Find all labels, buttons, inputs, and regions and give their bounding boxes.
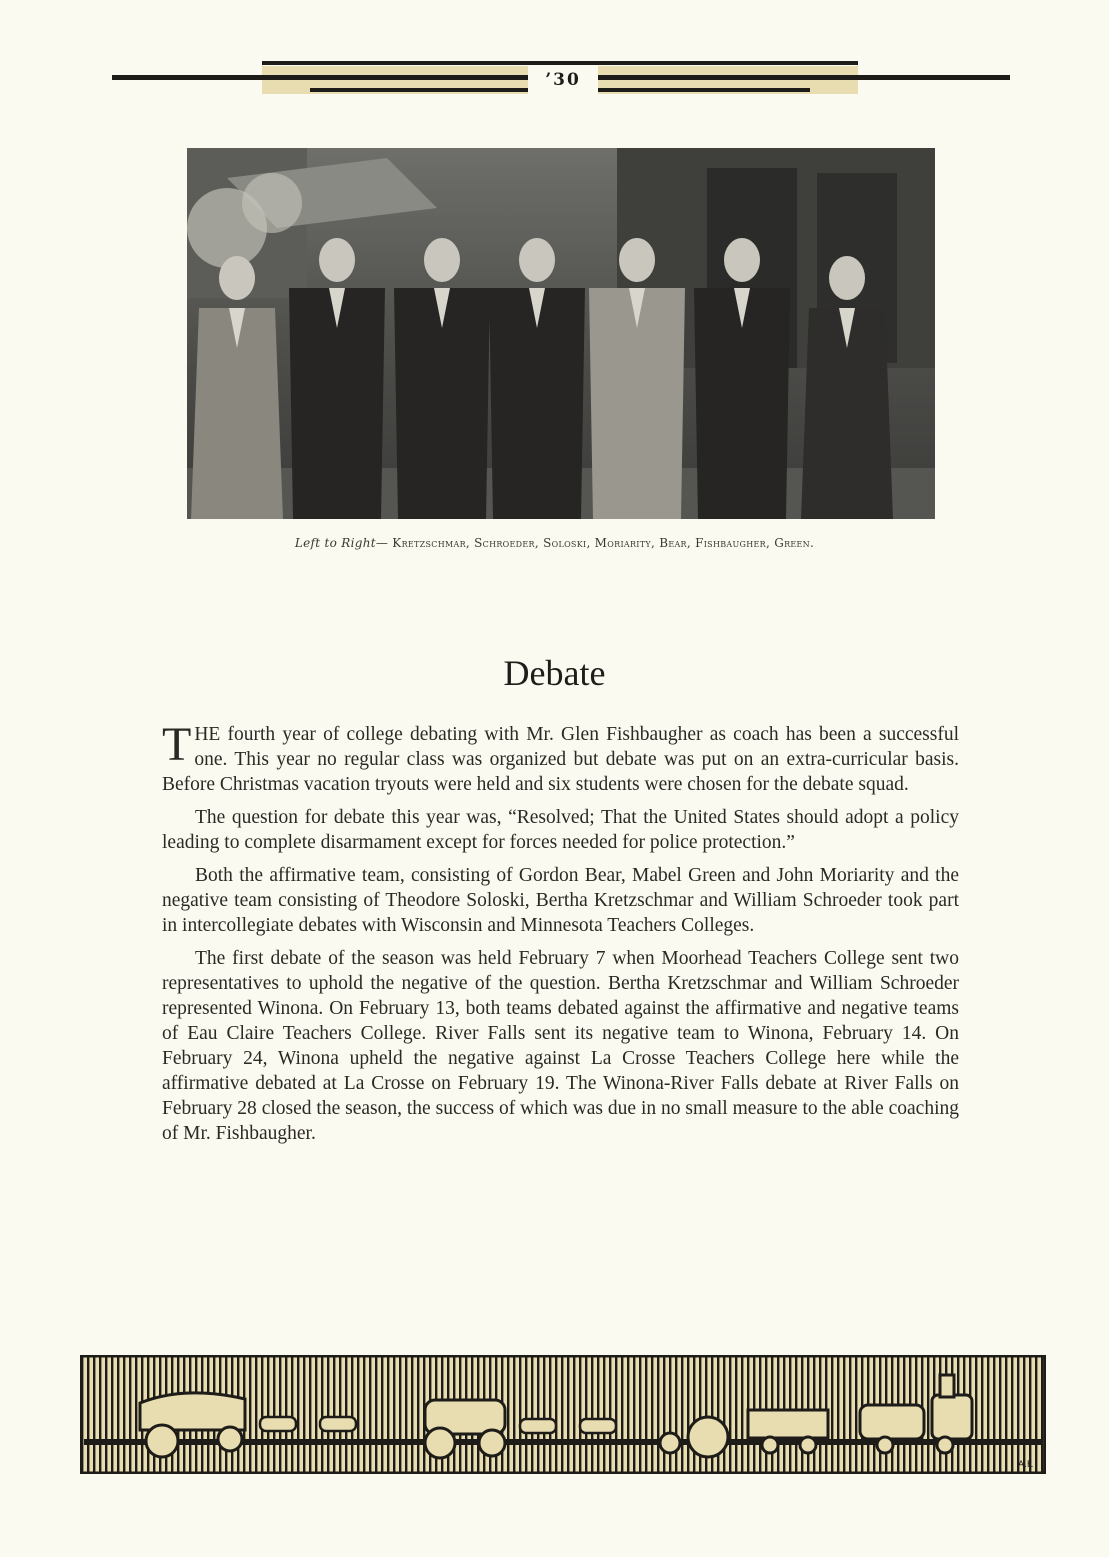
drop-cap: T: [162, 718, 192, 771]
caption-names: — Kretzschmar, Schroeder, Soloski, Moriarity, Bear, Fishbaugher, Green.: [375, 536, 815, 550]
article-body: [162, 718, 959, 1154]
paragraph-1-text: HE fourth year of college debating with Mr. Glen Fishbaugher as coach has been a successful one. This year no regular class was organized but debate was put on an extra-curricular basis. Before Christmas vacation tryouts were held and six students were chosen for the debate squad.: [162, 724, 959, 795]
header-rule: [0, 58, 1109, 98]
caption-lead: Left to Right: [294, 536, 376, 550]
header-line-top: [262, 61, 858, 65]
group-photo: [187, 148, 935, 519]
photo-caption: [0, 536, 1109, 550]
footer-illustration: [80, 1355, 1046, 1474]
tree-blossom-2: [242, 173, 302, 233]
footer-signature: A.F.: [1018, 1460, 1034, 1470]
paragraph-4: The first debate of the season was held February 7 when Moorhead Teachers College sent two representatives to uphold the negative of the question. Bertha Kretzschmar and William Schroeder represented Winona. On February 13, both teams debated against the affirmative and negative teams of Eau Claire Teachers College. River Falls sent its negative team to Winona, February 14. On February 24, Winona upheld the negative against La Crosse Teachers College here while the affirmative debated at La Crosse on February 19. The Winona-River Falls debate at River Falls on February 28 closed the season, the success of which was due in no small measure to the able coaching of Mr. Fishbaugher.: [162, 948, 959, 1144]
paragraph-1: [162, 718, 959, 797]
header-year: ’30: [528, 66, 598, 94]
paragraph-2: The question for debate this year was, “Resolved; That the United States should adopt a policy leading to complete disarmament except for forces needed for police protection.”: [162, 807, 959, 853]
page-title: Debate: [503, 653, 606, 693]
paragraph-3: Both the affirmative team, consisting of Gordon Bear, Mabel Green and John Moriarity and the negative team consisting of Theodore Soloski, Bertha Kretzschmar and William Schroeder took part in intercollegiate debates with Wisconsin and Minnesota Teachers Colleges.: [162, 865, 959, 936]
